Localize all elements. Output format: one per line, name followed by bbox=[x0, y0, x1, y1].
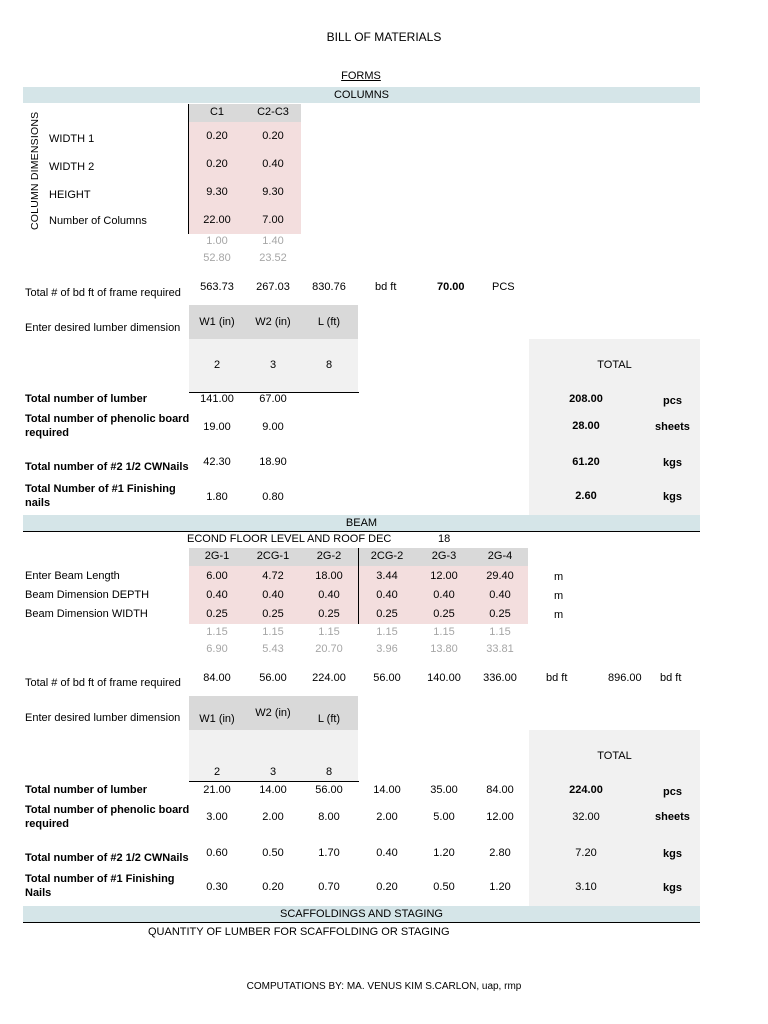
beam-finishing-unit: kgs bbox=[663, 882, 682, 894]
beam-depth-label: Beam Dimension DEPTH bbox=[25, 589, 150, 601]
calc2-c2: 23.52 bbox=[259, 252, 287, 264]
beam-phenolic-2cg1: 2.00 bbox=[262, 811, 284, 823]
beam-bdft-2cg1: 56.00 bbox=[259, 672, 287, 684]
beam-depth-2g4[interactable]: 0.40 bbox=[489, 589, 511, 601]
beam-depth-2g3[interactable]: 0.40 bbox=[433, 589, 455, 601]
beam-length-2cg2[interactable]: 3.44 bbox=[376, 570, 398, 582]
beam-cwnails-label: Total number of #2 1/2 CWNails bbox=[25, 852, 189, 864]
beam-finishing-2g4: 1.20 bbox=[489, 881, 511, 893]
col-finishing-label: Total Number of #1 Finishing nails bbox=[25, 483, 176, 509]
width2-label: WIDTH 2 bbox=[49, 161, 95, 173]
col-bdft-c1: 563.73 bbox=[200, 281, 234, 293]
col-dim-w1: W1 (in) bbox=[199, 316, 235, 328]
beam-lumber-2g4: 84.00 bbox=[486, 784, 514, 796]
beam-dim-l-value[interactable]: 8 bbox=[325, 766, 333, 778]
beam-calc1: 1.15 bbox=[433, 626, 455, 638]
col-bdft-c2: 267.03 bbox=[256, 281, 290, 293]
beam-length-2g3[interactable]: 12.00 bbox=[430, 570, 458, 582]
col-dim-l-value[interactable]: 8 bbox=[325, 359, 333, 371]
col-phenolic-c1: 19.00 bbox=[203, 421, 231, 433]
beam-depth-unit: m bbox=[554, 590, 564, 602]
beam-cwnails-2g4: 2.80 bbox=[489, 847, 511, 859]
beam-finishing-2g1: 0.30 bbox=[206, 881, 228, 893]
beam-phenolic-unit: sheets bbox=[655, 811, 690, 823]
calc1-c1: 1.00 bbox=[206, 235, 228, 247]
beam-header-2g1: 2G-1 bbox=[204, 550, 230, 562]
beam-finishing-2g2: 0.70 bbox=[318, 881, 340, 893]
beam-band: BEAM bbox=[23, 515, 700, 531]
col-cwnails-label: Total number of #2 1/2 CWNails bbox=[25, 461, 189, 473]
num-columns-label: Number of Columns bbox=[49, 215, 147, 227]
beam-width-2cg1[interactable]: 0.25 bbox=[262, 608, 284, 620]
beam-calc1: 1.15 bbox=[489, 626, 511, 638]
beam-width-label: Beam Dimension WIDTH bbox=[25, 608, 148, 620]
beam-cwnails-2cg1: 0.50 bbox=[262, 847, 284, 859]
beam-phenolic-2g3: 5.00 bbox=[433, 811, 455, 823]
beam-lumber-2cg2: 14.00 bbox=[373, 784, 401, 796]
beam-length-2g1[interactable]: 6.00 bbox=[206, 570, 228, 582]
beam-cwnails-unit: kgs bbox=[663, 848, 682, 860]
col-finishing-c1: 1.80 bbox=[206, 491, 228, 503]
height-label: HEIGHT bbox=[49, 189, 91, 201]
width1-c2[interactable]: 0.20 bbox=[262, 130, 284, 142]
col-finishing-unit: kgs bbox=[663, 491, 682, 503]
beam-finishing-total: 3.10 bbox=[575, 881, 597, 893]
beam-lumber-2cg1: 14.00 bbox=[259, 784, 287, 796]
col-dim-w1-value[interactable]: 2 bbox=[213, 359, 221, 371]
beam-calc2: 13.80 bbox=[430, 643, 458, 655]
beam-cwnails-2g1: 0.60 bbox=[206, 847, 228, 859]
col-phenolic-unit: sheets bbox=[655, 421, 690, 433]
beam-bdft-label: Total # of bd ft of frame required bbox=[25, 677, 181, 689]
col-lumber-c1: 141.00 bbox=[200, 393, 234, 405]
beam-floor-label: ECOND FLOOR LEVEL AND ROOF DEC bbox=[187, 533, 392, 545]
beam-dim-w1-value[interactable]: 2 bbox=[213, 766, 221, 778]
calc1-c2: 1.40 bbox=[262, 235, 284, 247]
scaffolding-band: SCAFFOLDINGS AND STAGING bbox=[23, 906, 700, 922]
col-bdft-label: Total # of bd ft of frame required bbox=[25, 287, 181, 299]
col-cwnails-unit: kgs bbox=[663, 457, 682, 469]
beam-depth-2g2[interactable]: 0.40 bbox=[318, 589, 340, 601]
beam-total-label: TOTAL bbox=[597, 750, 632, 762]
beam-finishing-2cg1: 0.20 bbox=[262, 881, 284, 893]
beam-calc1: 1.15 bbox=[376, 626, 398, 638]
col-lumber-total: 208.00 bbox=[569, 393, 603, 405]
beam-bdft-2g2: 224.00 bbox=[312, 672, 346, 684]
beam-depth-2g1[interactable]: 0.40 bbox=[206, 589, 228, 601]
beam-finishing-2cg2: 0.20 bbox=[376, 881, 398, 893]
beam-calc1: 1.15 bbox=[262, 626, 284, 638]
height-c2[interactable]: 9.30 bbox=[262, 186, 284, 198]
beam-length-2g4[interactable]: 29.40 bbox=[486, 570, 514, 582]
beam-calc2: 5.43 bbox=[262, 643, 284, 655]
beam-header-2cg1: 2CG-1 bbox=[256, 550, 290, 562]
column-header-c1: C1 bbox=[209, 106, 225, 118]
beam-calc2: 20.70 bbox=[315, 643, 343, 655]
beam-bdft-unit: bd ft bbox=[546, 672, 568, 684]
beam-finishing-label: Total number of #1 Finishing Nails bbox=[25, 873, 175, 899]
beam-calc1: 1.15 bbox=[318, 626, 340, 638]
beam-width-unit: m bbox=[554, 609, 564, 621]
beam-width-2g4[interactable]: 0.25 bbox=[489, 608, 511, 620]
beam-length-label: Enter Beam Length bbox=[25, 570, 120, 582]
beam-length-2g2[interactable]: 18.00 bbox=[315, 570, 343, 582]
col-lumber-c2: 67.00 bbox=[259, 393, 287, 405]
col-cwnails-c2: 18.90 bbox=[259, 456, 287, 468]
col-total-label: TOTAL bbox=[597, 359, 632, 371]
col-lumber-unit: pcs bbox=[663, 395, 682, 407]
width2-c1[interactable]: 0.20 bbox=[206, 158, 228, 170]
page-title: BILL OF MATERIALS bbox=[326, 30, 442, 44]
beam-finishing-2g3: 0.50 bbox=[433, 881, 455, 893]
col-lumber-dim-label: Enter desired lumber dimension bbox=[25, 322, 181, 334]
col-dim-w2-value[interactable]: 3 bbox=[269, 359, 277, 371]
beam-lumber-2g2: 56.00 bbox=[315, 784, 343, 796]
beam-lumber-dim-label: Enter desired lumber dimension bbox=[25, 712, 181, 724]
width1-c1[interactable]: 0.20 bbox=[206, 130, 228, 142]
beam-dim-w2-value[interactable]: 3 bbox=[269, 766, 277, 778]
col-phenolic-label: Total number of phenolic board required bbox=[25, 413, 190, 439]
beam-cwnails-2g3: 1.20 bbox=[433, 847, 455, 859]
col-cwnails-c1: 42.30 bbox=[203, 456, 231, 468]
beam-floor-count: 18 bbox=[438, 533, 451, 545]
col-phenolic-c2: 9.00 bbox=[262, 421, 284, 433]
beam-header-2cg2: 2CG-2 bbox=[370, 550, 404, 562]
beam-phenolic-2g1: 3.00 bbox=[206, 811, 228, 823]
beam-length-unit: m bbox=[554, 571, 564, 583]
col-phenolic-total: 28.00 bbox=[572, 420, 600, 432]
beam-length-2cg1[interactable]: 4.72 bbox=[262, 570, 284, 582]
col-finishing-c2: 0.80 bbox=[262, 491, 284, 503]
beam-width-2g2[interactable]: 0.25 bbox=[318, 608, 340, 620]
beam-header-2g3: 2G-3 bbox=[431, 550, 457, 562]
col-finishing-total: 2.60 bbox=[575, 490, 597, 502]
col-pcs-unit: PCS bbox=[492, 281, 515, 293]
beam-phenolic-2cg2: 2.00 bbox=[376, 811, 398, 823]
column-dimensions-label: COLUMN DIMENSIONS bbox=[29, 111, 41, 230]
beam-dim-l: L (ft) bbox=[317, 713, 341, 725]
num-columns-c2[interactable]: 7.00 bbox=[262, 214, 284, 226]
beam-dim-w2: W2 (in) bbox=[255, 707, 291, 719]
beam-lumber-2g1: 21.00 bbox=[203, 784, 231, 796]
height-c1[interactable]: 9.30 bbox=[206, 186, 228, 198]
beam-lumber-label: Total number of lumber bbox=[25, 784, 148, 796]
scaffolding-subtitle: QUANTITY OF LUMBER FOR SCAFFOLDING OR STAGING bbox=[148, 926, 450, 938]
beam-phenolic-2g2: 8.00 bbox=[318, 811, 340, 823]
beam-width-2cg2[interactable]: 0.25 bbox=[376, 608, 398, 620]
forms-label: FORMS bbox=[341, 70, 381, 82]
col-bdft-unit: bd ft bbox=[375, 281, 397, 293]
col-dim-l: L (ft) bbox=[317, 316, 341, 328]
col-bdft-sum: 830.76 bbox=[312, 281, 346, 293]
beam-header-2g2: 2G-2 bbox=[316, 550, 342, 562]
col-cwnails-total: 61.20 bbox=[572, 456, 600, 468]
beam-depth-2cg2[interactable]: 0.40 bbox=[376, 589, 398, 601]
beam-calc2: 33.81 bbox=[486, 643, 514, 655]
beam-lumber-total: 224.00 bbox=[569, 784, 603, 796]
beam-bdft-2g3: 140.00 bbox=[427, 672, 461, 684]
col-dim-w2: W2 (in) bbox=[255, 316, 291, 328]
beam-calc2: 3.96 bbox=[376, 643, 398, 655]
calc2-c1: 52.80 bbox=[203, 252, 231, 264]
columns-band: COLUMNS bbox=[23, 87, 700, 103]
beam-phenolic-total: 32.00 bbox=[572, 811, 600, 823]
beam-header-2g4: 2G-4 bbox=[487, 550, 513, 562]
beam-cwnails-total: 7.20 bbox=[575, 847, 597, 859]
beam-phenolic-2g4: 12.00 bbox=[486, 811, 514, 823]
beam-width-2g1[interactable]: 0.25 bbox=[206, 608, 228, 620]
beam-calc2: 6.90 bbox=[206, 643, 228, 655]
width2-c2[interactable]: 0.40 bbox=[262, 158, 284, 170]
beam-lumber-2g3: 35.00 bbox=[430, 784, 458, 796]
beam-bdft-total: 896.00 bbox=[608, 672, 642, 684]
col-lumber-label: Total number of lumber bbox=[25, 393, 148, 405]
beam-dim-w1: W1 (in) bbox=[199, 713, 235, 725]
beam-bdft-total-unit: bd ft bbox=[660, 672, 682, 684]
beam-phenolic-label: Total number of phenolic board required bbox=[25, 804, 190, 830]
col-pcs-value: 70.00 bbox=[437, 281, 465, 293]
beam-bdft-2g4: 336.00 bbox=[483, 672, 517, 684]
beam-bdft-2cg2: 56.00 bbox=[373, 672, 401, 684]
beam-calc1: 1.15 bbox=[206, 626, 228, 638]
beam-depth-2cg1[interactable]: 0.40 bbox=[262, 589, 284, 601]
computations-by: COMPUTATIONS BY: MA. VENUS KIM S.CARLON, uap, rmp bbox=[246, 981, 522, 992]
num-columns-c1[interactable]: 22.00 bbox=[203, 214, 231, 226]
beam-bdft-2g1: 84.00 bbox=[203, 672, 231, 684]
beam-cwnails-2g2: 1.70 bbox=[318, 847, 340, 859]
column-header-c2c3: C2-C3 bbox=[257, 106, 289, 118]
beam-cwnails-2cg2: 0.40 bbox=[376, 847, 398, 859]
beam-lumber-unit: pcs bbox=[663, 786, 682, 798]
width1-label: WIDTH 1 bbox=[49, 133, 95, 145]
beam-width-2g3[interactable]: 0.25 bbox=[433, 608, 455, 620]
